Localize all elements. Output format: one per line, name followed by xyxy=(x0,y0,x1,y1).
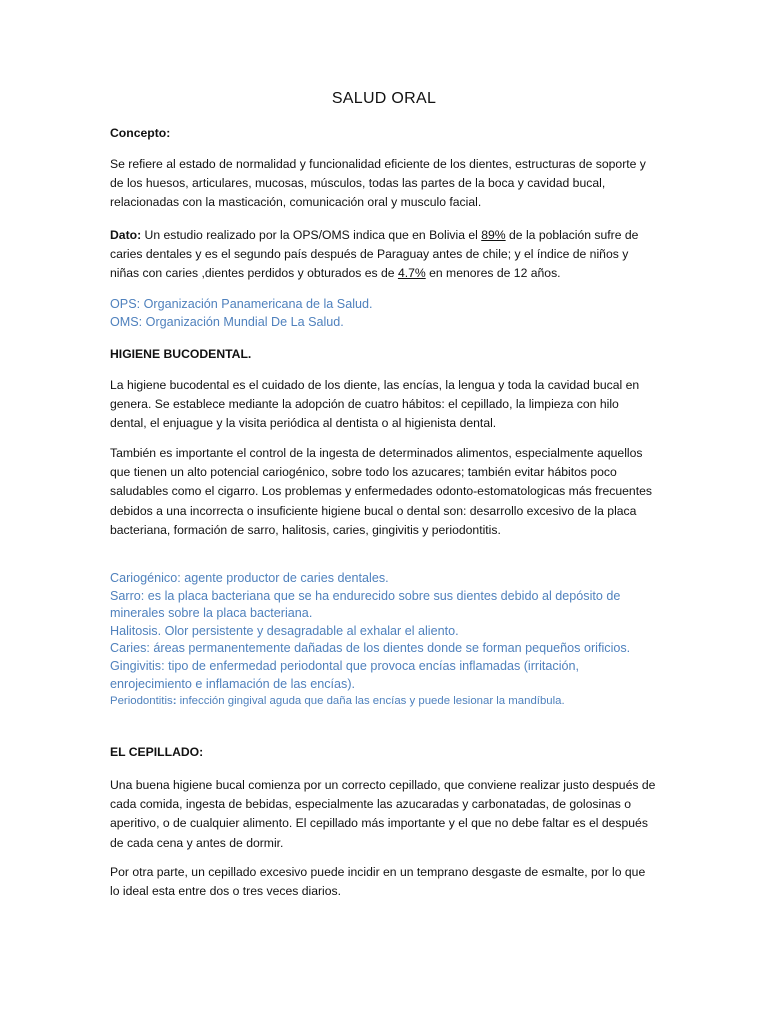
periodontitis-colon: : xyxy=(172,695,177,708)
periodontitis-definition: infección gingival aguda que daña las encías y puede lesionar la mandíbula. xyxy=(176,695,565,708)
cepillado-heading: EL CEPILLADO: xyxy=(110,745,204,759)
dato-paragraph xyxy=(110,226,658,284)
higiene-paragraph-1: La higiene bucodental es el cuidado de los diente, las encías, la lengua y toda la cavidad bucal en genera. Se establece mediante la adopción de cuatro hábitos: el cepillado, la limpieza con hilo dental, el enjuague y la visita periódica al dentista o al higienista dental. xyxy=(110,378,640,431)
glossary-item-periodontitis xyxy=(110,693,658,711)
glossary-item-caries: Caries: áreas permanentemente dañadas de los dientes donde se forman pequeños orificios. xyxy=(110,641,631,656)
higiene-heading: HIGIENE BUCODENTAL. xyxy=(110,347,252,361)
concepto-heading: Concepto: xyxy=(110,126,171,140)
cepillado-paragraph-2: Por otra parte, un cepillado excesivo puede incidir en un temprano desgaste de esmalte, por lo que lo ideal esta entre dos o tres veces diarios. xyxy=(110,865,646,899)
oms-definition: OMS: Organización Mundial De La Salud. xyxy=(110,314,344,329)
dato-percent-89: 89% xyxy=(481,228,506,242)
glossary-item-gingivitis: Gingivitis: tipo de enfermedad periodontal que provoca encías inflamadas (irritación, enrojecimiento e inflamación de las encías). xyxy=(110,658,580,691)
dato-text-3: en menores de 12 años. xyxy=(425,266,561,281)
dato-text-1: Un estudio realizado por la OPS/OMS indica que en Bolivia el xyxy=(141,228,482,242)
dato-percent-4-7: 4.7% xyxy=(397,266,426,281)
higiene-paragraph-2: También es importante el control de la ingesta de determinados alimentos, especialmente aquellos que tienen un alto potencial cariogénico, sobre todo los azucares; también evitar hábitos poco saludables como el cigarro. Los problemas y enfermedades odonto-estomatologicas más frecuentes debidos a una incorrecta o insuficiente higiene bucal o dental son: desarrollo excesivo de la placa bacteriana, formación de sarro, halitosis, caries, gingivitis y periodontitis. xyxy=(110,446,652,537)
cepillado-paragraph-1: Una buena higiene bucal comienza por un correcto cepillado, que conviene realizar justo después de cada comida, ingesta de bebidas, especialmente las azucaradas y carbonatadas, de golosinas o aperitivo, o de cualquier alimento. El cepillado más importante y el que no debe faltar es el después de cada cena y antes de dormir. xyxy=(110,778,656,850)
periodontitis-term: Periodontitis xyxy=(110,695,173,708)
glossary-item-sarro: Sarro: es la placa bacteriana que se ha endurecido sobre sus dientes debido al depósito de minerales sobre la placa bacteriana. xyxy=(110,588,621,621)
concepto-paragraph: Se refiere al estado de normalidad y funcionalidad eficiente de los dientes, estructuras de soporte y de los huesos, articulares, mucosas, músculos, todas las partes de la boca y cavidad bucal, relacionadas con la masticación, comunicación oral y musculo facial. xyxy=(110,157,646,210)
glossary-block xyxy=(110,570,658,711)
page-title: SALUD ORAL xyxy=(331,90,437,107)
glossary-item-halitosis: Halitosis. Olor persistente y desagradable al exhalar el aliento. xyxy=(110,623,459,638)
glossary-item-cariogenico: Cariogénico: agente productor de caries dentales. xyxy=(110,571,389,585)
acronyms-block xyxy=(110,296,658,331)
ops-definition: OPS: Organización Panamericana de la Salud. xyxy=(110,297,373,311)
dato-label: Dato: xyxy=(110,228,142,242)
dato-text-2: de la población sufre de caries dentales y es el segundo país después de Paraguay antes de chile; y el índice de niños y niñas con caries ,dientes perdidos y obturados es de xyxy=(110,228,639,281)
